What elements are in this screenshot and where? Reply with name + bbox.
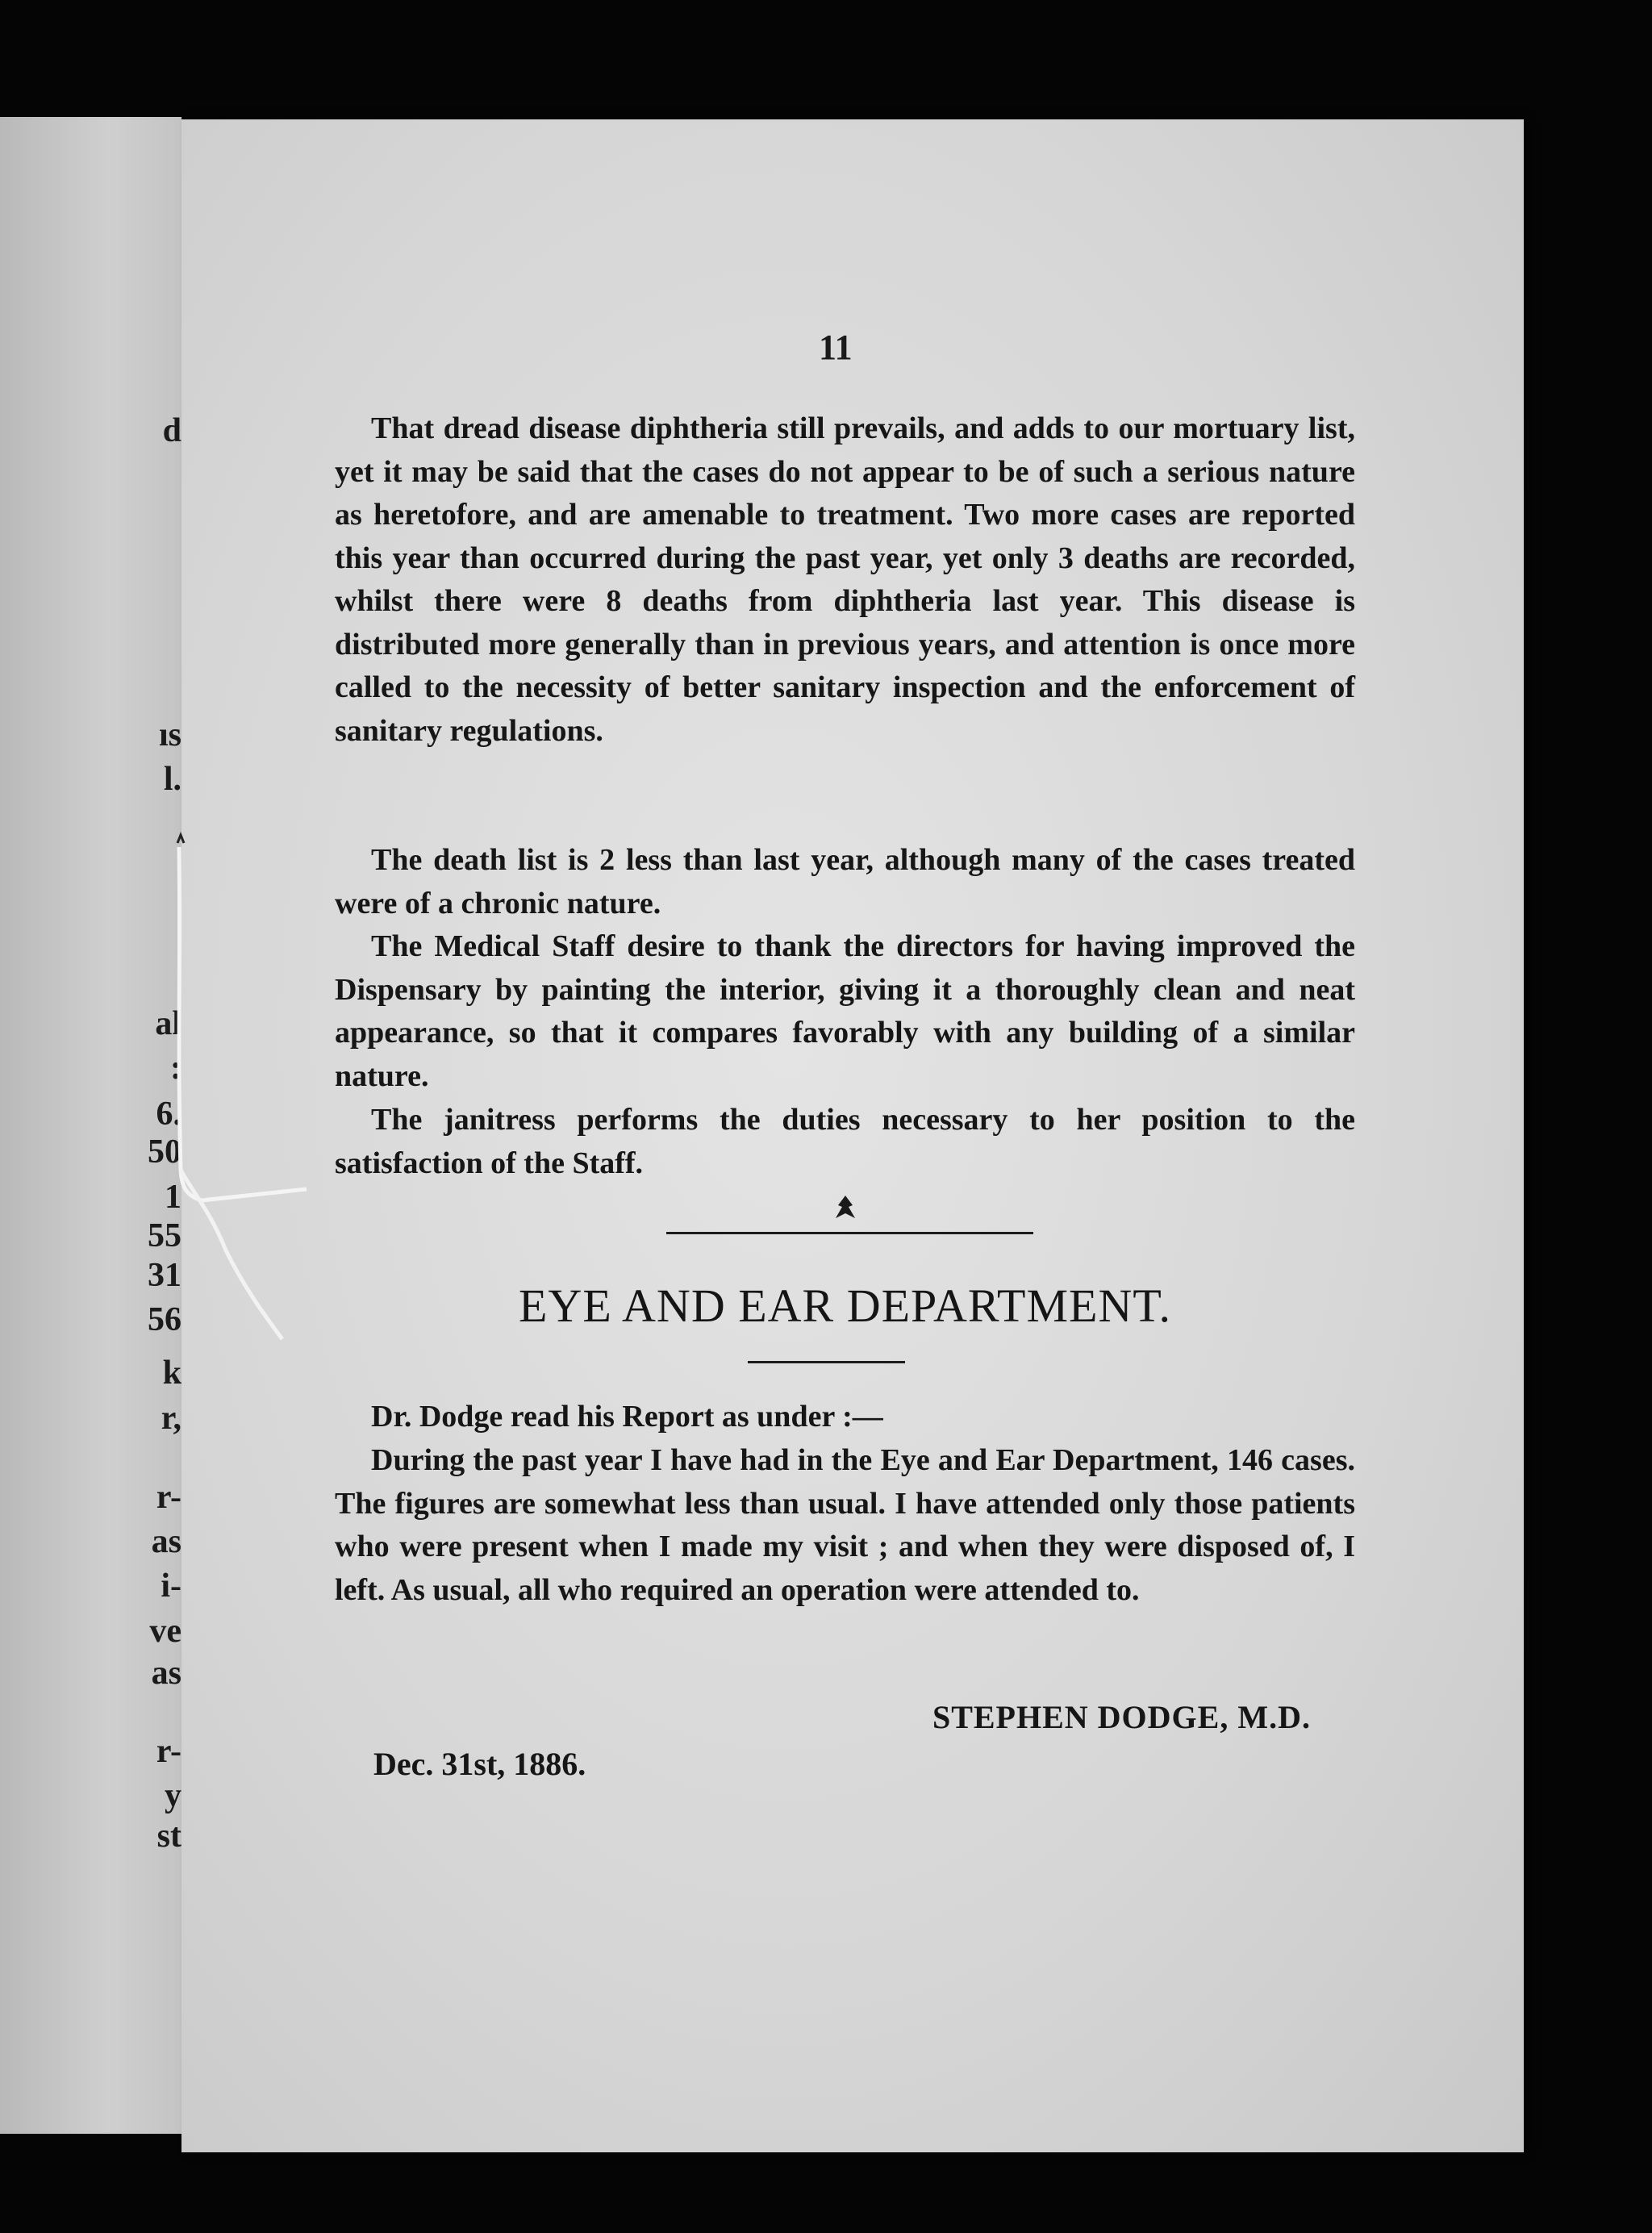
paragraph-diphtheria: That dread disease diphtheria still prevails, and adds to our mortuary list, yet it may be said that the cases do not appear to be of such a serious nature as heretofore, and are amenable to treatment. Two more cases are reported this year than occurred during the past year, yet only 3 deaths are recorded, whilst there were 8 deaths from diphtheria last year. This disease is distributed more generally than in previous years, and attention is once more called to the necessity of better sanitary inspection and the enforcement of sanitary regulations. (335, 411, 1355, 748)
report-body: During the past year I have had in the Eye and Ear Department, 146 cases. The figures are somewhat less than usual. I have attended only those patients who were present when I made my visit ; and when they were disposed of, I left. As usual, all who required an operation were attended to. (335, 1443, 1355, 1607)
heading-underline-rule (748, 1361, 905, 1363)
margin-fragment: y (165, 1777, 181, 1814)
margin-fragment: 31 (148, 1257, 181, 1294)
section-heading: EYE AND EAR DEPARTMENT. (519, 1279, 1171, 1332)
margin-fragment: i- (161, 1567, 181, 1605)
margin-fragment: r- (156, 1733, 181, 1770)
margin-fragment: st (156, 1818, 181, 1855)
margin-fragment: k (162, 1354, 181, 1392)
margin-fragment: ıs (158, 716, 181, 753)
adjacent-page-edge (0, 117, 181, 2134)
margin-fragment: al (155, 1005, 181, 1042)
margin-fragment: 1 (165, 1179, 181, 1216)
section-divider-rule (666, 1232, 1033, 1234)
margin-fragment: ve (149, 1613, 181, 1650)
paragraph-medical-staff: The Medical Staff desire to thank the directors for having improved the Dispensary by painting the interior, giving it a thoroughly clean and neat appearance, so that it compares favorably with any building of a similar nature. (335, 929, 1355, 1093)
margin-fragment: 56 (148, 1301, 181, 1338)
margin-fragment: r- (156, 1479, 181, 1516)
margin-fragment: 6. (156, 1096, 181, 1133)
binding-cord-icon (161, 831, 355, 1347)
margin-fragment: 55 (148, 1217, 181, 1254)
report-intro: Dr. Dodge read his Report as under :— (371, 1400, 883, 1434)
report-date: Dec. 31st, 1886. (373, 1746, 586, 1782)
margin-fragment: : (170, 1050, 181, 1087)
margin-fragment: d (162, 412, 181, 449)
margin-fragment: r, (161, 1400, 181, 1437)
ornament-icon (833, 1194, 857, 1223)
paragraph-janitress: The janitress performs the duties necessary to her position to the satisfaction of the Staff. (335, 1103, 1355, 1180)
paragraph-death-list: The death list is 2 less than last year, although many of the cases treated were of a chronic nature. (335, 843, 1355, 920)
margin-fragment: as (151, 1655, 181, 1692)
signature: STEPHEN DODGE, M.D. (932, 1699, 1311, 1735)
margin-fragment: l. (163, 761, 181, 798)
margin-fragment: as (151, 1523, 181, 1560)
page-number: 11 (819, 328, 853, 367)
margin-fragment: 50 (148, 1133, 181, 1171)
